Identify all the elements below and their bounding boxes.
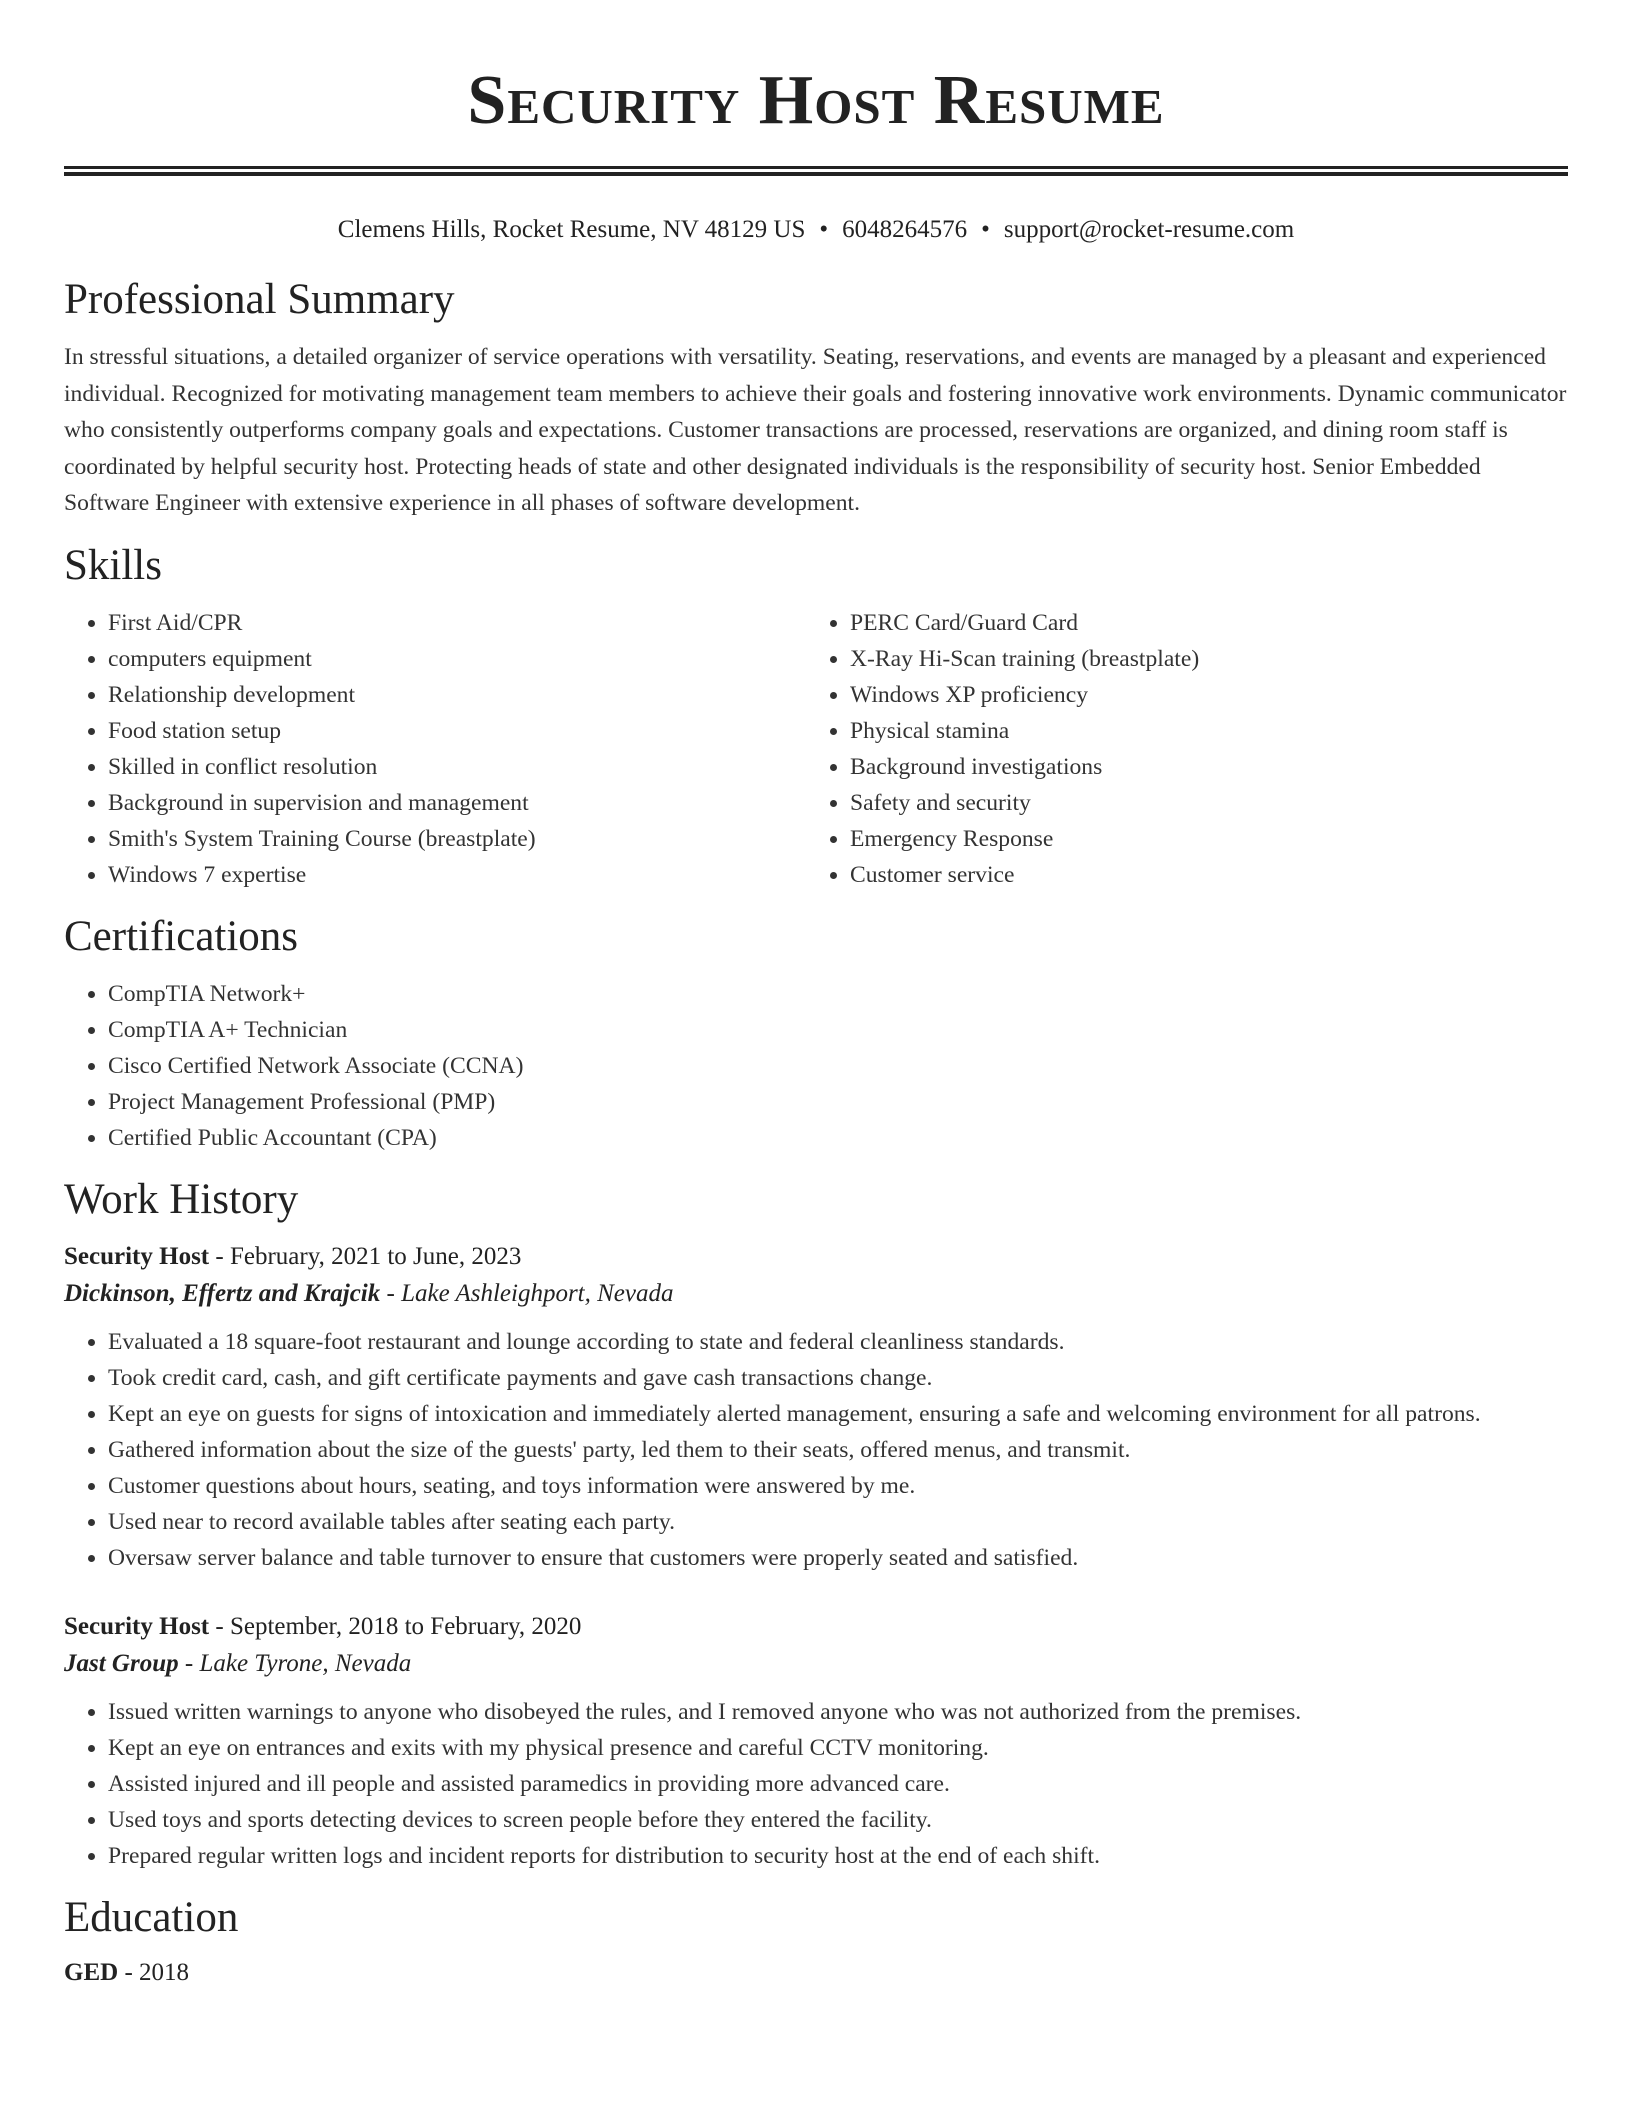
job-duty-item: • Issued written warnings to anyone who disobeyed the rules, and I removed anyone who was not authorized from the premises.	[108, 1694, 1568, 1730]
skills-grid	[64, 605, 1568, 893]
job-company: Dickinson, Effertz and Krajcik	[64, 1279, 381, 1307]
job-duty-item: • Prepared regular written logs and incident reports for distribution to security host at the end of each shift.	[108, 1838, 1568, 1874]
job-duty-item: • Used toys and sports detecting devices to screen people before they entered the facility.	[108, 1802, 1568, 1838]
skill-item: • Windows XP proficiency	[850, 677, 1548, 713]
contact-separator: •	[981, 216, 990, 243]
skill-item: • Background investigations	[850, 749, 1548, 785]
job-duty-item: • Customer questions about hours, seating, and toys information were answered by me.	[108, 1468, 1568, 1504]
certification-item: • Project Management Professional (PMP)	[108, 1084, 1568, 1120]
skill-item: • Skilled in conflict resolution	[108, 749, 806, 785]
summary-text: In stressful situations, a detailed organizer of service operations with versatility. Seating, reservations, and events are managed by a pleasant and experienced individual. Recognized for motivating management team members to achieve their goals and fostering innovative work environments. Dynamic communicator who consistently outperforms company goals and expectations. Customer transactions are processed, reservations are organized, and dining room staff is coordinated by helpful security host. Protecting heads of state and other designated individuals is the responsibility of security host. Senior Embedded Software Engineer with extensive experience in all phases of software development.	[64, 344, 1567, 517]
skill-item: • Smith's System Training Course (breastplate)	[108, 821, 806, 857]
skill-item: • Customer service	[850, 857, 1548, 893]
job-duty-item: • Evaluated a 18 square-foot restaurant and lounge according to state and federal cleanliness standards.	[108, 1324, 1568, 1360]
skill-item: • Emergency Response	[850, 821, 1548, 857]
job-company-line	[64, 1645, 1568, 1682]
job-title-line	[64, 1238, 1568, 1275]
skills-list-right	[806, 605, 1548, 893]
skill-item: • Physical stamina	[850, 713, 1548, 749]
job-entry	[64, 1608, 1568, 1874]
contact-address: Clemens Hills, Rocket Resume, NV 48129 US	[337, 216, 806, 243]
job-company: Jast Group	[64, 1649, 179, 1677]
skills-column-right	[806, 605, 1548, 893]
skill-item: • First Aid/CPR	[108, 605, 806, 641]
resume-title: Security Host Resume	[467, 62, 1165, 139]
skill-item: • X-Ray Hi-Scan training (breastplate)	[850, 641, 1548, 677]
job-title-line	[64, 1608, 1568, 1645]
job-duty-item: • Kept an eye on entrances and exits with my physical presence and careful CCTV monitoring.	[108, 1730, 1568, 1766]
skill-item: • Windows 7 expertise	[108, 857, 806, 893]
certifications-list	[64, 976, 1568, 1156]
certification-item: • CompTIA A+ Technician	[108, 1012, 1568, 1048]
job-location: - Lake Ashleighport, Nevada	[380, 1279, 674, 1307]
skills-heading: Skills	[64, 541, 162, 589]
job-duty-item: • Used near to record available tables after seating each party.	[108, 1504, 1568, 1540]
skill-item: • PERC Card/Guard Card	[850, 605, 1548, 641]
job-company-line	[64, 1275, 1568, 1312]
job-location: - Lake Tyrone, Nevada	[178, 1649, 412, 1677]
skill-item: • Safety and security	[850, 785, 1548, 821]
skill-item: • Background in supervision and management	[108, 785, 806, 821]
job-duty-item: • Gathered information about the size of the guests' party, led them to their seats, offered menus, and transmit.	[108, 1432, 1568, 1468]
skills-column-left	[64, 605, 806, 893]
job-dates: - February, 2021 to June, 2023	[209, 1242, 522, 1270]
certification-item: • Certified Public Accountant (CPA)	[108, 1120, 1568, 1156]
skill-item: • Food station setup	[108, 713, 806, 749]
certification-item: • CompTIA Network+	[108, 976, 1568, 1012]
certification-item: • Cisco Certified Network Associate (CCNA)	[108, 1048, 1568, 1084]
contact-line	[64, 214, 1568, 246]
education-entry	[64, 1956, 1568, 1990]
skills-list-left	[64, 605, 806, 893]
contact-separator: •	[819, 216, 829, 243]
education-degree: GED	[64, 1958, 119, 1986]
contact-phone: 6048264576	[842, 216, 968, 243]
contact-email: support@rocket-resume.com	[1003, 216, 1295, 243]
job-duty-item: • Kept an eye on guests for signs of intoxication and immediately alerted management, ensuring a safe and welcoming environment for all patrons.	[108, 1396, 1568, 1432]
job-duties-list	[64, 1694, 1568, 1874]
title-double-rule	[64, 166, 1568, 176]
skill-item: • computers equipment	[108, 641, 806, 677]
work-history-heading: Work History	[64, 1175, 299, 1223]
job-title: Security Host	[64, 1612, 210, 1640]
job-duty-item: • Oversaw server balance and table turnover to ensure that customers were properly seated and satisfied.	[108, 1540, 1568, 1576]
job-duty-item: • Assisted injured and ill people and assisted paramedics in providing more advanced care.	[108, 1766, 1568, 1802]
certifications-heading: Certifications	[64, 912, 299, 960]
skill-item: • Relationship development	[108, 677, 806, 713]
education-heading: Education	[64, 1893, 239, 1941]
education-year: - 2018	[118, 1958, 190, 1986]
job-title: Security Host	[64, 1242, 210, 1270]
summary-heading: Professional Summary	[64, 276, 455, 323]
job-duties-list	[64, 1324, 1568, 1576]
job-duty-item: • Took credit card, cash, and gift certificate payments and gave cash transactions change.	[108, 1360, 1568, 1396]
job-entry	[64, 1238, 1568, 1576]
job-dates: - September, 2018 to February, 2020	[209, 1612, 582, 1640]
